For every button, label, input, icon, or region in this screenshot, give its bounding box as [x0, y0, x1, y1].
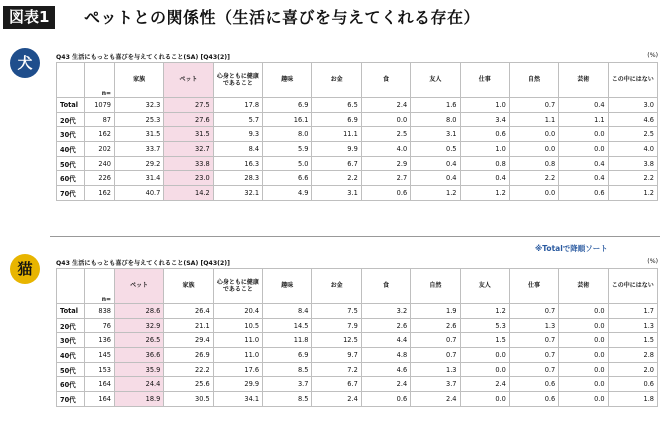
table-cell: 14.2 — [164, 186, 213, 201]
corner-cell — [57, 269, 85, 304]
table-cell: 2.2 — [608, 171, 657, 186]
table-cell: 1.2 — [460, 186, 509, 201]
table-cell: 9.7 — [312, 348, 361, 363]
table-cell: 0.0 — [460, 348, 509, 363]
table-cell: 0.4 — [559, 171, 608, 186]
table-cell: 7.5 — [312, 304, 361, 319]
table-cell: 29.4 — [164, 333, 213, 348]
dog-percent-unit: (%) — [647, 52, 658, 59]
column-header: 友人 — [460, 269, 509, 304]
table-cell: 0.0 — [361, 112, 410, 127]
table-cell: 2.4 — [460, 377, 509, 392]
table-cell: 5.3 — [460, 318, 509, 333]
corner-cell — [57, 63, 85, 98]
row-n: 153 — [85, 362, 115, 377]
column-header: 趣味 — [263, 63, 312, 98]
table-cell: 2.4 — [361, 377, 410, 392]
table-cell: 5.9 — [263, 142, 312, 157]
table-row — [57, 156, 658, 171]
row-label: 50代 — [57, 156, 85, 171]
table-cell: 6.5 — [312, 98, 361, 113]
page-title: ペットとの関係性（生活に喜びを与えてくれる存在） — [84, 8, 481, 27]
table-cell: 32.3 — [115, 98, 164, 113]
table-cell: 6.7 — [312, 156, 361, 171]
table-cell: 36.6 — [115, 348, 164, 363]
column-header: 友人 — [411, 63, 460, 98]
table-cell: 2.4 — [411, 392, 460, 407]
table-cell: 28.6 — [115, 304, 164, 319]
table-cell: 35.9 — [115, 362, 164, 377]
table-cell: 0.6 — [460, 127, 509, 142]
table-cell: 11.0 — [213, 333, 262, 348]
table-cell: 32.1 — [213, 186, 262, 201]
table-row — [57, 318, 658, 333]
row-label: 50代 — [57, 362, 85, 377]
cat-badge: 猫 — [10, 254, 40, 284]
table-cell: 0.7 — [509, 333, 558, 348]
column-header: 仕事 — [509, 269, 558, 304]
row-label: Total — [57, 98, 85, 113]
row-n: 240 — [85, 156, 115, 171]
table-cell: 14.5 — [263, 318, 312, 333]
column-header: 自然 — [411, 269, 460, 304]
table-cell: 5.0 — [263, 156, 312, 171]
table-cell: 4.6 — [608, 112, 657, 127]
table-cell: 0.0 — [460, 362, 509, 377]
table-cell: 2.7 — [361, 171, 410, 186]
table-cell: 1.1 — [559, 112, 608, 127]
table-cell: 11.8 — [263, 333, 312, 348]
table-cell: 1.5 — [460, 333, 509, 348]
table-row — [57, 171, 658, 186]
table-cell: 0.7 — [411, 348, 460, 363]
table-cell: 2.2 — [509, 171, 558, 186]
table-cell: 3.8 — [608, 156, 657, 171]
table-cell: 4.9 — [263, 186, 312, 201]
table-cell: 4.4 — [361, 333, 410, 348]
row-n: 162 — [85, 186, 115, 201]
header — [0, 0, 670, 34]
dog-table — [56, 62, 658, 201]
table-cell: 0.4 — [559, 156, 608, 171]
row-label: 40代 — [57, 348, 85, 363]
table-cell: 32.9 — [115, 318, 164, 333]
row-label: 60代 — [57, 171, 85, 186]
table-cell: 8.0 — [411, 112, 460, 127]
table-cell: 34.1 — [213, 392, 262, 407]
table-cell: 31.5 — [115, 127, 164, 142]
table-cell: 0.5 — [411, 142, 460, 157]
table-cell: 2.6 — [361, 318, 410, 333]
table-cell: 27.5 — [164, 98, 213, 113]
row-n: 136 — [85, 333, 115, 348]
table-cell: 6.6 — [263, 171, 312, 186]
table-cell: 2.5 — [361, 127, 410, 142]
table-cell: 0.7 — [509, 304, 558, 319]
table-row — [57, 362, 658, 377]
table-cell: 6.7 — [312, 377, 361, 392]
column-header: 食 — [361, 269, 410, 304]
table-cell: 7.2 — [312, 362, 361, 377]
table-cell: 0.0 — [460, 392, 509, 407]
table-cell: 6.9 — [312, 112, 361, 127]
table-cell: 0.0 — [559, 333, 608, 348]
table-cell: 1.2 — [411, 186, 460, 201]
table-cell: 0.6 — [361, 186, 410, 201]
column-header: 仕事 — [460, 63, 509, 98]
dog-question: Q43 生活にもっとも喜びを与えてくれること(SA) [Q43(2)] — [56, 54, 230, 61]
row-n: 202 — [85, 142, 115, 157]
column-header: 食 — [361, 63, 410, 98]
table-row — [57, 377, 658, 392]
column-header: お金 — [312, 63, 361, 98]
table-cell: 3.4 — [460, 112, 509, 127]
table-cell: 8.5 — [263, 362, 312, 377]
column-header: ペット — [115, 269, 164, 304]
row-label: 30代 — [57, 127, 85, 142]
table-row — [57, 348, 658, 363]
figure-label: 図表1 — [3, 6, 55, 29]
table-cell: 26.5 — [115, 333, 164, 348]
table-cell: 0.0 — [559, 318, 608, 333]
dog-badge: 犬 — [10, 48, 40, 78]
table-cell: 8.4 — [213, 142, 262, 157]
table-cell: 6.9 — [263, 348, 312, 363]
row-label: 60代 — [57, 377, 85, 392]
table-cell: 0.7 — [509, 362, 558, 377]
table-cell: 11.1 — [312, 127, 361, 142]
row-n: 164 — [85, 392, 115, 407]
table-cell: 25.6 — [164, 377, 213, 392]
table-cell: 40.7 — [115, 186, 164, 201]
table-cell: 1.0 — [460, 142, 509, 157]
table-cell: 3.0 — [608, 98, 657, 113]
table-cell: 2.8 — [608, 348, 657, 363]
table-cell: 1.3 — [608, 318, 657, 333]
table-cell: 11.0 — [213, 348, 262, 363]
n-label: n= — [85, 269, 115, 304]
table-cell: 0.6 — [509, 377, 558, 392]
table-cell: 0.0 — [559, 377, 608, 392]
table-cell: 8.0 — [263, 127, 312, 142]
table-cell: 2.9 — [361, 156, 410, 171]
table-cell: 0.6 — [509, 392, 558, 407]
table-cell: 1.3 — [411, 362, 460, 377]
table-cell: 3.2 — [361, 304, 410, 319]
table-cell: 1.3 — [509, 318, 558, 333]
row-n: 838 — [85, 304, 115, 319]
table-cell: 21.1 — [164, 318, 213, 333]
table-cell: 0.8 — [509, 156, 558, 171]
table-cell: 0.8 — [460, 156, 509, 171]
table-cell: 1.1 — [509, 112, 558, 127]
table-cell: 1.8 — [608, 392, 657, 407]
table-cell: 1.9 — [411, 304, 460, 319]
table-cell: 27.6 — [164, 112, 213, 127]
table-cell: 2.5 — [608, 127, 657, 142]
table-cell: 2.2 — [312, 171, 361, 186]
table-cell: 18.9 — [115, 392, 164, 407]
column-header: 心身ともに健康であること — [213, 63, 262, 98]
column-header: 家族 — [115, 63, 164, 98]
table-cell: 4.0 — [608, 142, 657, 157]
column-header: 心身ともに健康であること — [213, 269, 262, 304]
table-cell: 2.6 — [411, 318, 460, 333]
table-cell: 26.9 — [164, 348, 213, 363]
table-cell: 0.4 — [411, 156, 460, 171]
table-cell: 0.7 — [509, 348, 558, 363]
cat-question: Q43 生活にもっとも喜びを与えてくれること(SA) [Q43(2)] — [56, 260, 230, 267]
table-cell: 32.7 — [164, 142, 213, 157]
row-n: 145 — [85, 348, 115, 363]
table-row — [57, 186, 658, 201]
table-cell: 8.4 — [263, 304, 312, 319]
table-cell: 0.7 — [509, 98, 558, 113]
table-cell: 3.1 — [411, 127, 460, 142]
row-n: 76 — [85, 318, 115, 333]
table-cell: 5.7 — [213, 112, 262, 127]
table-cell: 6.9 — [263, 98, 312, 113]
table-cell: 0.0 — [559, 304, 608, 319]
table-cell: 4.0 — [361, 142, 410, 157]
table-cell: 0.0 — [559, 362, 608, 377]
table-cell: 8.5 — [263, 392, 312, 407]
table-cell: 4.8 — [361, 348, 410, 363]
table-row — [57, 112, 658, 127]
cat-percent-unit: (%) — [647, 258, 658, 265]
column-header: 芸術 — [559, 63, 608, 98]
table-cell: 0.4 — [411, 171, 460, 186]
table-cell: 17.6 — [213, 362, 262, 377]
table-cell: 1.7 — [608, 304, 657, 319]
table-cell: 1.2 — [460, 304, 509, 319]
table-cell: 25.3 — [115, 112, 164, 127]
table-cell: 3.7 — [411, 377, 460, 392]
table-cell: 28.3 — [213, 171, 262, 186]
table-cell: 3.7 — [263, 377, 312, 392]
row-n: 164 — [85, 377, 115, 392]
column-header: 趣味 — [263, 269, 312, 304]
table-cell: 1.2 — [608, 186, 657, 201]
table-row — [57, 304, 658, 319]
table-cell: 16.3 — [213, 156, 262, 171]
table-cell: 23.0 — [164, 171, 213, 186]
table-cell: 9.3 — [213, 127, 262, 142]
column-header: ペット — [164, 63, 213, 98]
table-cell: 0.0 — [559, 142, 608, 157]
table-cell: 10.5 — [213, 318, 262, 333]
row-label: Total — [57, 304, 85, 319]
row-label: 40代 — [57, 142, 85, 157]
row-label: 30代 — [57, 333, 85, 348]
table-cell: 16.1 — [263, 112, 312, 127]
cat-table — [56, 268, 658, 407]
table-cell: 33.7 — [115, 142, 164, 157]
table-cell: 20.4 — [213, 304, 262, 319]
table-cell: 30.5 — [164, 392, 213, 407]
table-cell: 29.9 — [213, 377, 262, 392]
divider — [50, 236, 660, 237]
table-cell: 7.9 — [312, 318, 361, 333]
table-cell: 22.2 — [164, 362, 213, 377]
table-cell: 1.0 — [460, 98, 509, 113]
row-n: 162 — [85, 127, 115, 142]
table-cell: 0.0 — [559, 348, 608, 363]
table-cell: 33.8 — [164, 156, 213, 171]
table-cell: 0.6 — [361, 392, 410, 407]
table-cell: 0.0 — [559, 127, 608, 142]
n-label: n= — [85, 63, 115, 98]
table-row — [57, 333, 658, 348]
column-header: この中にはない — [608, 269, 657, 304]
table-row — [57, 127, 658, 142]
table-cell: 0.4 — [460, 171, 509, 186]
table-row — [57, 142, 658, 157]
table-row — [57, 392, 658, 407]
column-header: 家族 — [164, 269, 213, 304]
table-cell: 0.0 — [509, 186, 558, 201]
table-cell: 26.4 — [164, 304, 213, 319]
row-n: 1079 — [85, 98, 115, 113]
table-cell: 24.4 — [115, 377, 164, 392]
row-label: 20代 — [57, 112, 85, 127]
table-cell: 0.0 — [559, 392, 608, 407]
row-n: 226 — [85, 171, 115, 186]
column-header: 自然 — [509, 63, 558, 98]
table-cell: 17.8 — [213, 98, 262, 113]
row-n: 87 — [85, 112, 115, 127]
sort-note: ※Totalで降順ソート — [535, 244, 608, 253]
table-cell: 12.5 — [312, 333, 361, 348]
table-cell: 0.7 — [411, 333, 460, 348]
table-row — [57, 98, 658, 113]
table-cell: 2.4 — [361, 98, 410, 113]
table-cell: 0.4 — [559, 98, 608, 113]
table-cell: 2.4 — [312, 392, 361, 407]
table-cell: 3.1 — [312, 186, 361, 201]
row-label: 70代 — [57, 392, 85, 407]
table-cell: 1.5 — [608, 333, 657, 348]
row-label: 20代 — [57, 318, 85, 333]
row-label: 70代 — [57, 186, 85, 201]
column-header: 芸術 — [559, 269, 608, 304]
table-cell: 0.6 — [559, 186, 608, 201]
table-cell: 0.0 — [509, 127, 558, 142]
table-cell: 0.6 — [608, 377, 657, 392]
table-cell: 4.6 — [361, 362, 410, 377]
table-cell: 31.5 — [164, 127, 213, 142]
table-cell: 29.2 — [115, 156, 164, 171]
table-cell: 2.0 — [608, 362, 657, 377]
table-cell: 9.9 — [312, 142, 361, 157]
column-header: お金 — [312, 269, 361, 304]
table-cell: 31.4 — [115, 171, 164, 186]
table-cell: 1.6 — [411, 98, 460, 113]
column-header: この中にはない — [608, 63, 657, 98]
table-cell: 0.0 — [509, 142, 558, 157]
